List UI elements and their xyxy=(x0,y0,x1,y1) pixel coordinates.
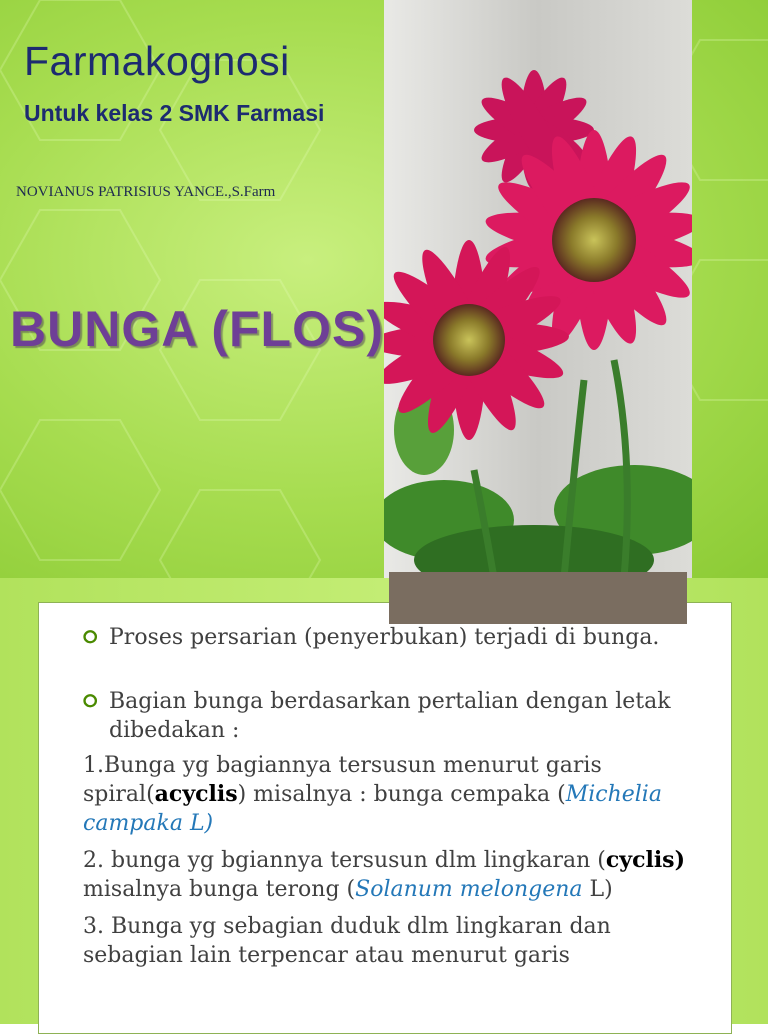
content-card xyxy=(38,602,732,1034)
item-text: 3. Bunga yg sebagian duduk dlm lingkaran dan sebagian lain terpencar atau menurut garis xyxy=(83,914,611,968)
scientific-name: Michelia campaka L) xyxy=(83,782,662,836)
item-text: 2. bunga yg bgiannya tersusun dlm lingkaran ( xyxy=(83,848,606,873)
list-item xyxy=(83,912,703,970)
slide-title: Farmakognosi xyxy=(24,38,290,84)
item-text: L) xyxy=(582,877,613,902)
list-item xyxy=(83,751,703,838)
bullet-item xyxy=(83,623,703,652)
item-term: acyclis xyxy=(154,781,238,807)
bullet-text: Bagian bunga berdasarkan pertalian dengan letak dibedakan : xyxy=(109,689,671,743)
bullet-item xyxy=(83,687,703,745)
bullet-ring-icon: ⭘ xyxy=(83,627,98,648)
item-text: 1.Bunga yg bagiannya tersusun menurut garis spiral( xyxy=(83,753,602,807)
scientific-name: Solanum melongena xyxy=(355,877,583,902)
slide-subtitle: Untuk kelas 2 SMK Farmasi xyxy=(24,100,325,126)
bullet-text: Proses persarian (penyerbukan) terjadi di bunga. xyxy=(109,625,660,650)
content-body xyxy=(83,623,703,978)
flower-photo-icon xyxy=(384,0,692,578)
photo-caption-bar xyxy=(389,572,687,624)
item-text: misalnya bunga terong ( xyxy=(83,877,356,902)
topic-heading: BUNGA (FLOS) xyxy=(10,301,384,357)
content-slide xyxy=(0,578,768,1024)
item-term: cyclis) xyxy=(605,847,685,873)
item-text: ) misalnya : bunga cempaka ( xyxy=(237,782,566,807)
list-item xyxy=(83,846,703,904)
bullet-ring-icon: ⭘ xyxy=(83,691,98,712)
author-name: NOVIANUS PATRISIUS YANCE.,S.Farm xyxy=(16,184,276,200)
